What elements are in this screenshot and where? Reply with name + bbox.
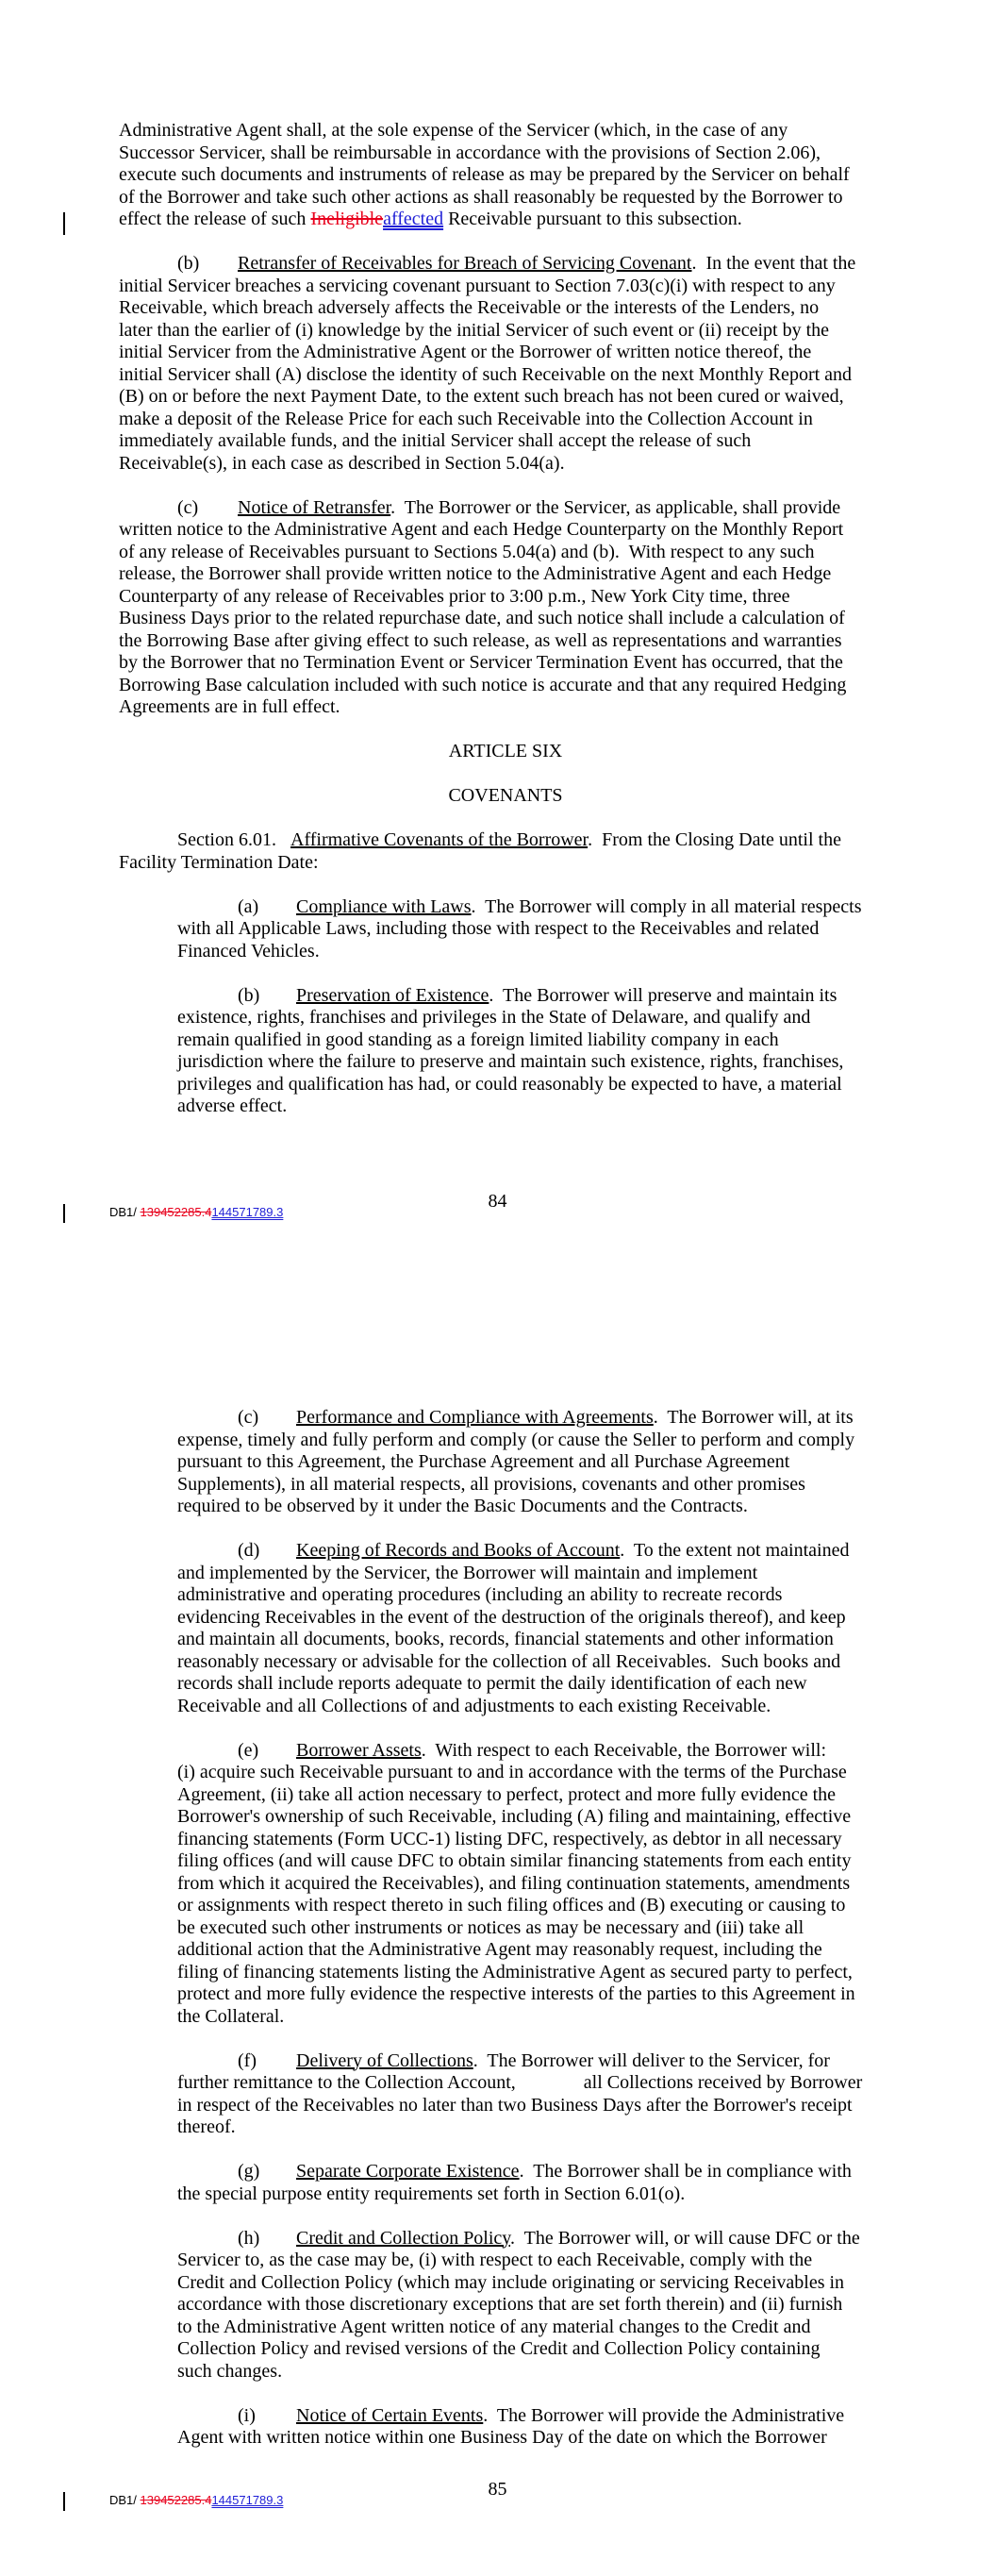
line-text: Receivable, which breach adversely affects the Receivable or the interests of the Lenders, no [119, 297, 820, 318]
text-line [119, 896, 892, 919]
paragraph-title: Performance and Compliance with Agreements [296, 1407, 654, 1428]
document-id-footer [109, 2493, 283, 2507]
line-text: remain qualified in good standing as a foreign limited liability company in each [177, 1029, 779, 1050]
text-line [119, 1540, 892, 1563]
text-line [119, 1673, 892, 1696]
line-text: Borrower's ownership of such Receivable, including (A) filing and maintaining, effective [177, 1806, 852, 1827]
text-line [119, 120, 892, 142]
line-text: initial Servicer shall (A) disclose the identity of such Receivable on the next Monthly Report and [119, 363, 853, 385]
line-text: protect and more fully evidence the respective interests of the parties to this Agreement in [177, 1983, 855, 2004]
text-line [119, 209, 892, 231]
text-line [119, 1496, 892, 1518]
document-id-footer [109, 1205, 283, 1219]
text-line [119, 2338, 892, 2361]
line-text: . The Borrower will, at its [653, 1407, 854, 1428]
heading [119, 785, 892, 808]
heading [119, 741, 892, 763]
line-text: Receivable(s), in each case as described in Section 5.04(a). [119, 452, 565, 474]
text-line [119, 1407, 892, 1430]
line-text: Administrative Agent shall, at the sole expense of the Servicer (which, in the case of any [119, 120, 788, 141]
page-number: 84 [488, 1191, 507, 1212]
line-text: Servicer to, as the case may be, (i) with respect to each Receivable, comply with the [177, 2250, 813, 2270]
line-text: from which it acquired the Receivables), and filing continuation statements, amendments [177, 1872, 851, 1894]
line-text: (B) on or before the next Payment Date, to the extent such breach has not been cured or waived, [119, 386, 844, 407]
line-text: pursuant to this Agreement, the Purchase Agreement and all Purchase Agreement [177, 1451, 790, 1472]
text-line [119, 1096, 892, 1118]
text-line [119, 2006, 892, 2029]
line-text: privileges and qualification has had, or could reasonably be expected to have, a material [177, 1073, 842, 1095]
line-text: Agreement, (ii) take all action necessary to perfect, protect and more fully evidence the [177, 1783, 837, 1805]
text-line [119, 1651, 892, 1674]
inserted-text: affected [383, 209, 444, 229]
text-line [119, 409, 892, 431]
line-text: . To the extent not maintained [620, 1540, 850, 1561]
line-text: release, the Borrower shall provide written notice to the Administrative Agent and each Hedge [119, 563, 832, 584]
text-line [119, 2228, 892, 2250]
text-line [119, 2050, 892, 2073]
text-line [119, 187, 892, 209]
line-text: thereof. [177, 2116, 236, 2137]
line-text: adverse effect. [177, 1096, 288, 1116]
line-text: evidencing Receivables in the event of the destruction of the originals thereof), and keep [177, 1606, 846, 1628]
line-text: filing of financing statements listing the Administrative Agent as secured party to perfect, [177, 1961, 853, 1982]
paragraph-title: Preservation of Existence [296, 984, 489, 1006]
text-line [119, 985, 892, 1008]
line-text: . From the Closing Date until the [588, 829, 841, 850]
line-text: immediately available funds, and the initial Servicer shall accept the release of such [119, 430, 752, 451]
inserted-document-id: 144571789.3 [211, 2493, 284, 2507]
text-line [119, 1806, 892, 1829]
text-line [119, 320, 892, 343]
line-text: of any release of Receivables pursuant to Sections 5.04(a) and (b). With respect to any such [119, 541, 815, 562]
line-text: . The Borrower shall be in compliance with [519, 2161, 852, 2182]
paragraph-title: Retransfer of Receivables for Breach of Servicing Covenant [238, 253, 692, 274]
text-line [119, 1007, 892, 1029]
text-line [119, 1829, 892, 1851]
text-line [119, 142, 892, 165]
line-text: . The Borrower or the Servicer, as applicable, shall provide [390, 496, 841, 518]
line-text: expense, timely and fully perform and comply (or cause the Seller to perform and comply [177, 1429, 855, 1450]
line-text: Successor Servicer, shall be reimbursable in accordance with the provisions of Section 2.06), [119, 142, 821, 163]
paragraph-title: Notice of Retransfer [238, 496, 391, 518]
text-line [119, 2250, 892, 2272]
text-line [119, 1939, 892, 1962]
text-line [119, 2116, 892, 2139]
change-bar [63, 1204, 65, 1223]
line-text: and maintain all documents, books, records, financial statements and other information [177, 1629, 834, 1649]
text-line [119, 2072, 892, 2095]
deleted-text: Ineligible [310, 209, 384, 229]
text-line [119, 1740, 892, 1763]
paragraph [119, 1407, 892, 1518]
text-line [119, 2427, 892, 2450]
line-text: Business Days prior to the related repurchase date, and such notice shall include a calculation of [119, 608, 845, 628]
text-line [119, 253, 892, 276]
text-line [119, 1051, 892, 1074]
line-text: COVENANTS [448, 785, 563, 806]
paragraph-label: (a) [238, 895, 259, 917]
line-text: . With respect to each Receivable, the Borrower will: [421, 1739, 826, 1761]
text-line [119, 1762, 892, 1784]
text-line [119, 1784, 892, 1807]
text-line [119, 497, 892, 520]
text-line [119, 542, 892, 564]
paragraph-label: Section 6.01. [177, 829, 276, 850]
line-text: the Borrowing Base after giving effect to such release, as well as representations and warranties [119, 629, 842, 651]
line-text: to the Administrative Agent written notice of any material changes to the Credit and [177, 2316, 811, 2337]
paragraph-title: Delivery of Collections [296, 2049, 473, 2071]
line-text: Collection Policy and revised versions of the Credit and Collection Policy containing [177, 2338, 821, 2359]
text-line [119, 829, 892, 852]
line-text: existence, rights, franchises and privileges in the State of Delaware, and qualify and [177, 1007, 811, 1028]
line-text: initial Servicer breaches a servicing covenant pursuant to Section 7.03(c)(i) with respect to any [119, 275, 836, 296]
text-line [119, 2294, 892, 2317]
text-line [119, 2183, 892, 2206]
line-text: administrative and operating procedures (including an ability to recreate records [177, 1584, 783, 1605]
line-text: Borrowing Base calculation included with such notice is accurate and that any required Hedging [119, 674, 847, 695]
line-text: filing offices (and will cause DFC to obtain similar financing statements from each entity [177, 1850, 852, 1871]
text-line [119, 1850, 892, 1873]
paragraph-title: Keeping of Records and Books of Account [296, 1540, 621, 1561]
text-line [119, 741, 892, 763]
paragraph-label: (f) [238, 2049, 257, 2071]
paragraph [119, 985, 892, 1118]
inserted-document-id: 144571789.3 [211, 1205, 284, 1219]
text-line [119, 386, 892, 409]
text-line [119, 2161, 892, 2183]
line-text: Counterparty of any release of Receivables prior to 3:00 p.m., New York City time, three [119, 585, 790, 607]
text-line [119, 1451, 892, 1474]
paragraph-title: Affirmative Covenants of the Borrower [290, 829, 589, 850]
text-line [119, 785, 892, 808]
text-line [119, 2095, 892, 2117]
text-line [119, 453, 892, 476]
line-text: the special purpose entity requirements set forth in Section 6.01(o). [177, 2183, 686, 2204]
text-line [119, 276, 892, 298]
text-line [119, 164, 892, 187]
line-text: all Collections received by Borrower [578, 2072, 863, 2093]
line-text: be executed such other instruments or notices as may be necessary and (iii) take all [177, 1916, 804, 1938]
paragraph-title: Separate Corporate Existence [296, 2161, 520, 2182]
line-text: execute such documents and instruments of release as may be prepared by the Servicer on behalf [119, 164, 850, 185]
line-text: of the Borrower and take such other actions as shall reasonably be requested by the Borrower to [119, 186, 843, 208]
line-text: records shall include reports adequate to permit the daily identification of each new [177, 1673, 807, 1694]
text-line [119, 1696, 892, 1718]
text-line [119, 1430, 892, 1452]
paragraph-title: Notice of Certain Events [296, 2404, 484, 2426]
line-text: further remittance to the Collection Account, [177, 2072, 521, 2093]
paragraph-label: (b) [238, 984, 260, 1006]
text-line [119, 696, 892, 719]
change-bar [63, 2492, 65, 2511]
line-text: in respect of the Receivables no later than two Business Days after the Borrower's receipt [177, 2094, 853, 2116]
text-line [119, 852, 892, 875]
line-text: jurisdiction where the failure to preserve and maintain such existence, rights, franchises, [177, 1051, 844, 1072]
paragraph-label: (c) [177, 496, 199, 518]
paragraph [119, 2405, 892, 2450]
line-text: . The Borrower will deliver to the Servicer, for [473, 2049, 830, 2071]
line-text: ARTICLE SIX [448, 741, 563, 761]
text-line [119, 2317, 892, 2339]
paragraph [119, 2050, 892, 2139]
line-text: (i) acquire such Receivable pursuant to and in accordance with the terms of the Purchase [177, 1762, 847, 1782]
footer-prefix: DB1/ [109, 2493, 141, 2507]
text-line [119, 1584, 892, 1607]
line-text: Financed Vehicles. [177, 940, 320, 962]
text-line [119, 2272, 892, 2295]
paragraph-label: (g) [238, 2161, 260, 2182]
paragraph-label: (d) [238, 1540, 260, 1561]
paragraph-label: (e) [238, 1739, 259, 1761]
text-line [119, 1563, 892, 1585]
paragraph [119, 896, 892, 963]
text-line [119, 2405, 892, 2428]
text-line [119, 297, 892, 320]
text-line [119, 941, 892, 963]
line-text: or assignments with respect thereto in such filing offices and (B) executing or causing to [177, 1895, 846, 1915]
page-85-body [119, 1407, 892, 2471]
paragraph-title: Borrower Assets [296, 1739, 422, 1761]
paragraph-label: (h) [238, 2227, 260, 2249]
line-text: reasonably necessary or advisable for the collection of all Receivables. Such books and [177, 1650, 841, 1672]
line-text: Agreements are in full effect. [119, 696, 340, 717]
line-text: . The Borrower will comply in all material respects [471, 895, 862, 917]
line-text: . The Borrower will preserve and maintain its [489, 984, 837, 1006]
paragraph [119, 1540, 892, 1717]
line-text: the Collateral. [177, 2005, 285, 2027]
line-text: . The Borrower will provide the Administrative [483, 2404, 845, 2426]
line-text: make a deposit of the Release Price for each such Receivable into the Collection Account in [119, 408, 813, 429]
text-line [119, 519, 892, 542]
text-line [119, 918, 892, 941]
text-line [119, 1474, 892, 1497]
line-text: Receivable and all Collections of and adjustments to each existing Receivable. [177, 1695, 771, 1716]
page-84-body [119, 120, 892, 1140]
line-text: by the Borrower that no Termination Event or Servicer Termination Event has occurred, that the [119, 652, 843, 673]
line-text: additional action that the Administrative Agent may reasonably request, including the [177, 1939, 822, 1960]
text-line [119, 563, 892, 586]
line-text: such changes. [177, 2360, 283, 2382]
text-line [119, 430, 892, 453]
text-line [119, 652, 892, 675]
text-line [119, 630, 892, 653]
text-line [119, 1074, 892, 1096]
paragraph-label: (c) [238, 1407, 259, 1428]
text-line [119, 1629, 892, 1651]
line-text: . In the event that the [691, 253, 856, 274]
line-text: with all Applicable Laws, including those with respect to the Receivables and related [177, 918, 820, 939]
line-text: and implemented by the Servicer, the Borrower will maintain and implement [177, 1562, 758, 1583]
text-line [119, 1607, 892, 1630]
text-line [119, 675, 892, 697]
paragraph [119, 2161, 892, 2205]
line-text: Agent with written notice within one Business Day of the date on which the Borrower [177, 2427, 827, 2448]
deleted-document-id: 139452285.4 [140, 1205, 212, 1219]
text-line [119, 1895, 892, 1917]
line-text: initial Servicer from the Administrative Agent or the Borrower of written notice thereof, the [119, 342, 812, 362]
line-text: required to be observed by it under the Basic Documents and the Contracts. [177, 1496, 748, 1516]
paragraph-label: (i) [238, 2404, 256, 2426]
paragraph-label: (b) [177, 253, 200, 274]
paragraph [119, 2228, 892, 2384]
text-line [119, 1983, 892, 2006]
line-text: financing statements (Form UCC-1) listing DFC, respectively, as debtor in all necessary [177, 1828, 842, 1849]
footer-prefix: DB1/ [109, 1205, 141, 1219]
line-text: Receivable pursuant to this subsection. [443, 209, 742, 229]
text-line [119, 1962, 892, 1984]
line-text: . The Borrower will, or will cause DFC or the [510, 2227, 860, 2249]
text-line [119, 586, 892, 609]
line-text: later than the earlier of (i) knowledge by the initial Servicer of such event or (ii) receipt by the [119, 319, 830, 341]
text-line [119, 1873, 892, 1896]
paragraph [119, 1740, 892, 2029]
text-line [119, 364, 892, 387]
line-text: accordance with those discretionary exceptions that are set forth therein) and (ii) furnish [177, 2294, 843, 2315]
page-number: 85 [488, 2479, 507, 2500]
line-text: Facility Termination Date: [119, 851, 319, 873]
paragraph-title: Credit and Collection Policy [296, 2227, 511, 2249]
text-line [119, 1029, 892, 1052]
change-bar [63, 212, 65, 235]
paragraph [119, 253, 892, 475]
line-text: Credit and Collection Policy (which may include originating or servicing Receivables in [177, 2271, 845, 2293]
paragraph [119, 497, 892, 719]
line-text: Supplements), in all material respects, all provisions, covenants and other promises [177, 1473, 805, 1495]
text-line [119, 1917, 892, 1940]
paragraph-title: Compliance with Laws [296, 895, 472, 917]
line-text: effect the release of such [119, 209, 311, 229]
text-line [119, 2361, 892, 2384]
text-line [119, 342, 892, 364]
text-line [119, 608, 892, 630]
deleted-document-id: 139452285.4 [140, 2493, 212, 2507]
paragraph [119, 120, 892, 231]
paragraph [119, 829, 892, 874]
line-text: written notice to the Administrative Agent and each Hedge Counterparty on the Monthly Report [119, 519, 844, 540]
